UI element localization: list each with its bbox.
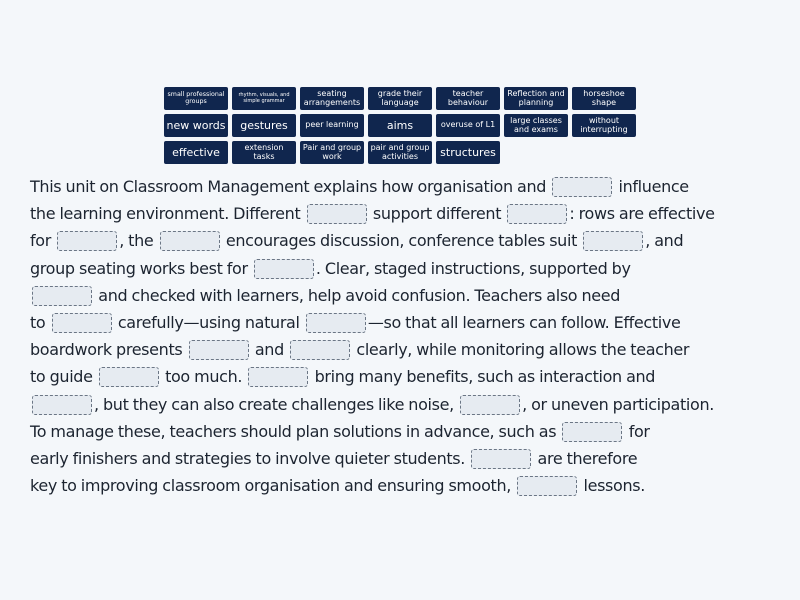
passage-text: To manage these, teachers should plan solutions in advance, such as [30, 421, 561, 441]
answer-blank[interactable] [248, 367, 308, 387]
passage-line [30, 309, 790, 336]
passage-text: are therefore [533, 448, 638, 468]
answer-blank[interactable] [160, 231, 220, 251]
word-tile[interactable]: teacher behaviour [436, 87, 500, 110]
word-tile[interactable]: aims [368, 114, 432, 137]
passage-line [30, 173, 790, 200]
answer-blank[interactable] [583, 231, 643, 251]
passage-line [30, 363, 790, 390]
passage-text: This unit on Classroom Management explains how organisation and [30, 177, 551, 196]
passage-text: and [250, 340, 289, 360]
passage-line [30, 255, 790, 282]
word-tile[interactable]: horseshoe shape [572, 87, 636, 110]
word-bank [164, 87, 644, 168]
answer-blank[interactable] [517, 476, 577, 496]
answer-blank[interactable] [307, 204, 367, 224]
passage-text: for [30, 231, 56, 251]
answer-blank[interactable] [471, 449, 531, 469]
word-tile[interactable]: grade their language [368, 87, 432, 110]
word-tile[interactable]: large classes and exams [504, 114, 568, 137]
answer-blank[interactable] [254, 259, 314, 279]
word-tile[interactable]: effective [164, 141, 228, 164]
passage-line [30, 200, 790, 227]
word-tile[interactable]: new words [164, 114, 228, 137]
word-tile[interactable]: pair and group activities [368, 141, 432, 164]
passage-text: too much. [160, 367, 247, 387]
passage-text: influence [614, 177, 689, 196]
passage-text: key to improving classroom organisation and ensuring smooth, [30, 476, 516, 496]
word-tile[interactable]: overuse of L1 [436, 114, 500, 137]
word-tile[interactable]: seating arrangements [300, 87, 364, 110]
word-bank-row [164, 114, 644, 137]
passage-text: support different [368, 204, 506, 224]
passage-text: lessons. [579, 476, 645, 496]
word-tile[interactable]: gestures [232, 114, 296, 137]
answer-blank[interactable] [306, 313, 366, 333]
passage-text: and checked with learners, help avoid confusion. Teachers also need [94, 285, 621, 305]
passage-line [30, 445, 790, 472]
passage [30, 173, 790, 499]
answer-blank[interactable] [460, 395, 520, 415]
word-tile[interactable]: Reflection and planning [504, 87, 568, 110]
word-tile[interactable]: extension tasks [232, 141, 296, 164]
passage-text: boardwork presents [30, 340, 187, 360]
word-tile[interactable]: Pair and group work [300, 141, 364, 164]
passage-line [30, 227, 790, 254]
passage-text: , or uneven participation. [522, 394, 714, 414]
passage-text: , the [119, 231, 158, 251]
answer-blank[interactable] [562, 422, 622, 442]
passage-text: the learning environment. Different [30, 204, 305, 224]
word-tile[interactable]: structures [436, 141, 500, 164]
passage-text: carefully—using natural [113, 312, 304, 332]
passage-line [30, 472, 790, 499]
answer-blank[interactable] [32, 395, 92, 415]
answer-blank[interactable] [189, 340, 249, 360]
answer-blank[interactable] [32, 286, 92, 306]
answer-blank[interactable] [52, 313, 112, 333]
passage-text: early finishers and strategies to involve quieter students. [30, 448, 470, 468]
passage-text: , but they can also create challenges like noise, [94, 394, 459, 414]
answer-blank[interactable] [57, 231, 117, 251]
passage-line [30, 418, 790, 445]
word-bank-row [164, 87, 644, 110]
answer-blank[interactable] [507, 204, 567, 224]
passage-line [30, 282, 790, 309]
passage-text: bring many benefits, such as interaction and [310, 367, 656, 387]
answer-blank[interactable] [99, 367, 159, 387]
answer-blank[interactable] [552, 177, 612, 197]
passage-text: for [624, 421, 650, 441]
word-tile[interactable]: rhythm, visuals, and simple grammar [232, 87, 296, 110]
word-tile[interactable]: small professional groups [164, 87, 228, 110]
passage-text: group seating works best for [30, 258, 252, 278]
word-tile[interactable]: peer learning [300, 114, 364, 137]
word-bank-row [164, 141, 644, 164]
passage-line [30, 336, 790, 363]
passage-text: clearly, while monitoring allows the teacher [352, 340, 690, 360]
passage-line [30, 391, 790, 418]
passage-text: , and [645, 231, 684, 251]
passage-text: —so that all learners can follow. Effective [367, 312, 681, 332]
passage-text: . Clear, staged instructions, supported by [315, 258, 631, 278]
word-tile[interactable]: without interrupting [572, 114, 636, 137]
answer-blank[interactable] [290, 340, 350, 360]
passage-text: to guide [30, 367, 97, 387]
passage-text: : rows are effective [569, 204, 715, 224]
passage-text: encourages discussion, conference tables suit [221, 231, 582, 251]
passage-text: to [30, 312, 50, 332]
